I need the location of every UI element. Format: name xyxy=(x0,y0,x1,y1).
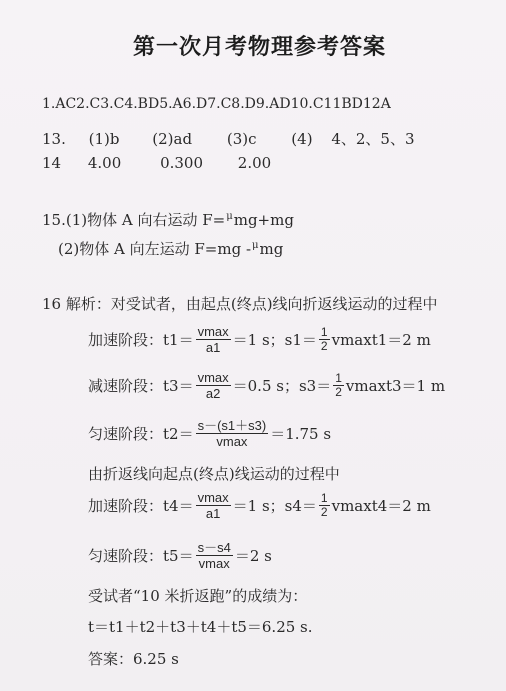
fraction-vmax-over-a1 xyxy=(196,324,231,355)
fraction-vmax-over-a1 xyxy=(196,490,231,521)
fraction-uniform-1 xyxy=(196,418,269,449)
q14-answer-2: 0.300 xyxy=(160,154,204,172)
uniform-2-label: 匀速阶段：t5＝ xyxy=(88,547,194,565)
fraction-denominator: 2 xyxy=(320,339,328,353)
accel-2-tail: vmaxt4＝2 m xyxy=(331,497,431,515)
q16-uniform-2 xyxy=(88,540,272,571)
fraction-numerator: s－s4 xyxy=(197,540,231,555)
decel-tail: vmaxt3＝1 m xyxy=(345,377,446,395)
decel-mid: ＝0.5 s；s3＝ xyxy=(232,377,332,395)
q15-line1-suffix: mg+mg xyxy=(233,211,294,229)
fraction-uniform-2 xyxy=(196,540,233,571)
uniform-1-label: 匀速阶段：t2＝ xyxy=(88,425,194,443)
accel-2-mid: ＝1 s；s4＝ xyxy=(232,497,317,515)
q15-line1 xyxy=(42,209,294,230)
q13-number: 13. xyxy=(42,130,66,148)
q16-accel-2 xyxy=(88,490,431,521)
fraction-denominator: vmax xyxy=(216,434,248,449)
q16-accel-1 xyxy=(88,324,431,355)
q13-part1: (1)b xyxy=(88,130,120,148)
q13-part3: (3)c xyxy=(226,130,257,148)
fraction-one-half xyxy=(319,492,330,519)
q16-intro: 16 解析：对受试者，由起点(终点)线向折返线运动的过程中 xyxy=(42,295,438,313)
fraction-numerator: vmax xyxy=(197,370,229,385)
fraction-denominator: a1 xyxy=(205,506,221,521)
fraction-numerator: 1 xyxy=(320,491,328,505)
q13-part4: (4) xyxy=(291,130,313,148)
q16-final-answer: 答案：6.25 s xyxy=(88,650,179,668)
q1-answers: 1.AC2.C3.C4.BD5.A6.D7.C8.D9.AD10.C11BD12A xyxy=(42,96,391,112)
fraction-numerator: vmax xyxy=(197,324,229,339)
q16-total: t＝t1＋t2＋t3＋t4＋t5＝6.25 s. xyxy=(88,618,313,636)
accel-2-label: 加速阶段：t4＝ xyxy=(88,497,194,515)
q14-line xyxy=(42,154,271,172)
q16-return-intro: 由折返线向起点(终点)线运动的过程中 xyxy=(88,465,340,483)
fraction-vmax-over-a2 xyxy=(196,370,231,401)
fraction-denominator: a2 xyxy=(205,386,221,401)
q14-number: 14 xyxy=(42,154,62,172)
fraction-denominator: vmax xyxy=(198,556,230,571)
fraction-numerator: 1 xyxy=(335,371,342,385)
accel-1-mid: ＝1 s；s1＝ xyxy=(232,331,317,349)
fraction-numerator: vmax xyxy=(197,490,229,505)
q13-part2: (2)ad xyxy=(152,130,193,148)
uniform-1-tail: ＝1.75 s xyxy=(270,425,332,443)
q15-line2 xyxy=(58,238,283,259)
uniform-2-tail: ＝2 s xyxy=(234,547,272,565)
accel-1-label: 加速阶段：t1＝ xyxy=(88,331,194,349)
page-title: 第一次月考物理参考答案 xyxy=(133,34,387,60)
q13-line xyxy=(42,128,415,149)
fraction-one-half xyxy=(333,372,344,399)
accel-1-tail: vmaxt1＝2 m xyxy=(331,331,431,349)
q16-decel xyxy=(88,370,445,401)
q15-line1-text: 15.(1)物体 A 向右运动 F= xyxy=(42,211,226,229)
q14-answer-1: 4.00 xyxy=(87,154,122,172)
q16-uniform-1 xyxy=(88,418,331,449)
fraction-denominator: 2 xyxy=(335,385,342,399)
q13-part4-answer: 4、2、5、3 xyxy=(331,130,415,148)
decel-label: 减速阶段：t3＝ xyxy=(88,377,194,395)
q16-score-line: 受试者“10 米折返跑”的成绩为： xyxy=(88,587,308,605)
fraction-numerator: 1 xyxy=(320,325,328,339)
fraction-one-half xyxy=(319,326,330,353)
mu-symbol: μ xyxy=(252,240,259,251)
mu-symbol: μ xyxy=(226,211,233,222)
q14-answer-3: 2.00 xyxy=(237,154,272,172)
q15-line2-text: (2)物体 A 向左运动 F=mg - xyxy=(58,240,252,258)
fraction-numerator: s－(s1＋s3) xyxy=(197,418,267,433)
fraction-denominator: 2 xyxy=(320,505,328,519)
q15-line2-suffix: mg xyxy=(259,240,284,258)
fraction-denominator: a1 xyxy=(205,340,221,355)
